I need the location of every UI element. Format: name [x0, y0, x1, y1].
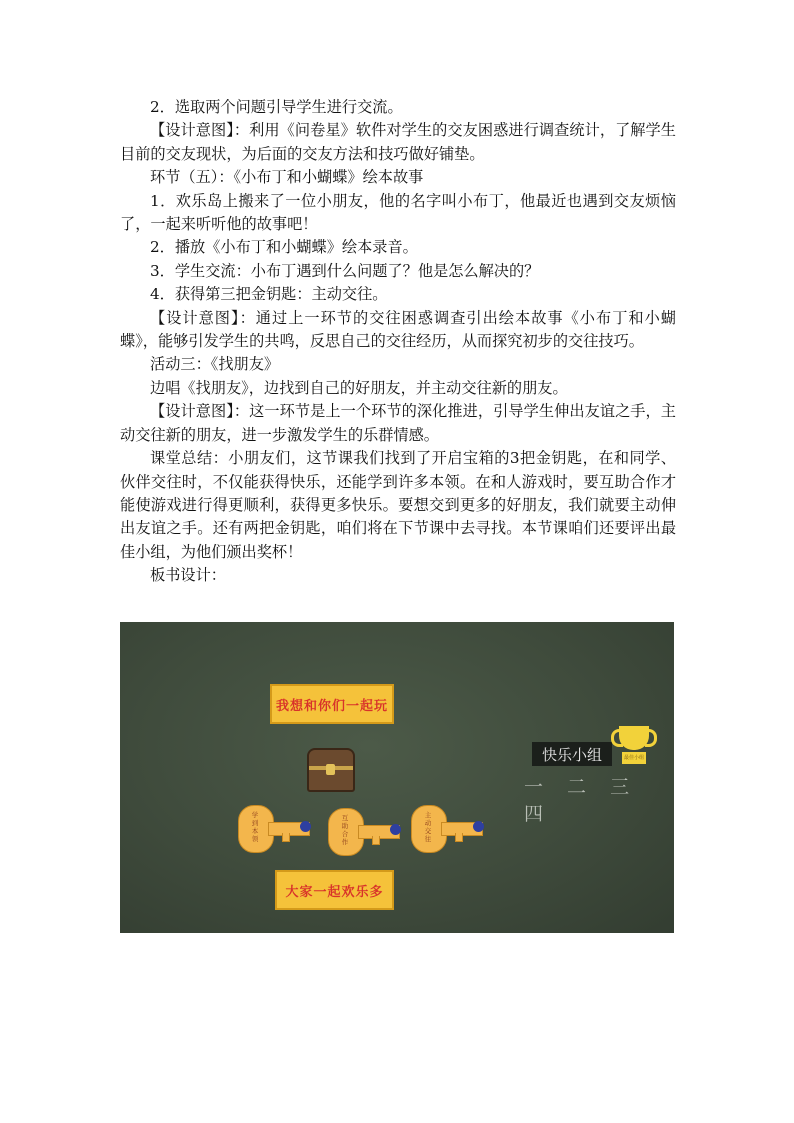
- paragraph: 1．欢乐岛上搬来了一位小朋友，他的名字叫小布丁，他最近也遇到交友烦恼了，一起来听听他的故事吧！: [120, 191, 676, 234]
- group-tag: 快乐小组: [532, 742, 612, 766]
- trophy-icon: [611, 726, 657, 768]
- section-heading: 环节（五）：《小布丁和小蝴蝶》绘本故事: [150, 168, 424, 187]
- paragraph: 4．获得第三把金钥匙：主动交往。: [150, 285, 388, 304]
- blackboard-photo: [120, 622, 674, 933]
- banner-bottom: 大家一起欢乐多: [275, 870, 394, 910]
- design-intent-paragraph: 【设计意图】：利用《问卷星》软件对学生的交友困惑进行调查统计，了解学生目前的交友现状，为后面的交友方法和技巧做好铺垫。: [120, 121, 676, 163]
- group-numbers: 一 二 三 四: [524, 776, 639, 825]
- key-label: 互助合作: [341, 814, 349, 846]
- board-design-label: 板书设计：: [150, 566, 226, 585]
- summary-paragraph: 课堂总结：小朋友们，这节课我们找到了开启宝箱的3把金钥匙，在和同学、伙伴交往时，不仅能获得快乐，还能学到许多本领。在和人游戏时，要互助合作才能使游戏进行得更顺利，获得更多快乐。要想交到更多的好朋友，我们就要主动伸出友谊之手。还有两把金钥匙，咱们将在下节课中去寻找。本节课咱们还要评出最佳小组，为他们颁出奖杯！: [120, 449, 676, 561]
- activity-heading: 活动三：《找朋友》: [150, 355, 280, 374]
- paragraph: 2．选取两个问题引导学生进行交流。: [150, 98, 403, 116]
- paragraph: 2．播放《小布丁和小蝴蝶》绘本录音。: [150, 238, 418, 257]
- banner-top: 我想和你们一起玩: [270, 684, 394, 724]
- trophy-label: 最佳小组: [623, 755, 644, 761]
- treasure-chest-icon: [307, 748, 355, 792]
- paragraph: 边唱《找朋友》，边找到自己的好朋友，并主动交往新的朋友。: [150, 378, 568, 397]
- design-intent-paragraph: 【设计意图】：这一环节是上一个环节的深化推进，引导学生伸出友谊之手，主动交往新的朋友，进一步激发学生的乐群情感。: [120, 402, 676, 444]
- key-label: 学到本领: [251, 811, 259, 843]
- paragraph: 3．学生交流：小布丁遇到什么问题了？他是怎么解决的？: [150, 261, 540, 280]
- key-label: 主动交往: [424, 811, 432, 843]
- document-body: [120, 96, 676, 588]
- design-intent-paragraph: 【设计意图】：通过上一环节的交往困惑调查引出绘本故事《小布丁和小蝴蝶》，能够引发学生的共鸣，反思自己的交往经历，从而探究初步的交往技巧。: [120, 308, 676, 351]
